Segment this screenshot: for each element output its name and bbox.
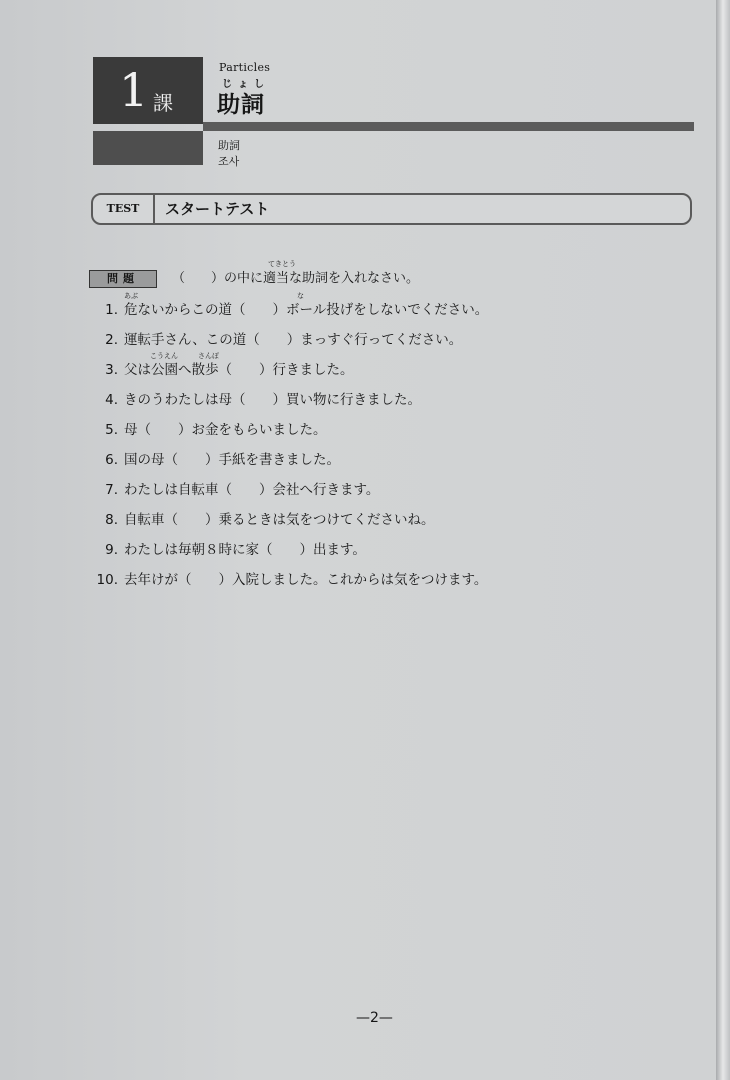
question-number: 5. bbox=[105, 422, 118, 438]
lesson-unit: 課 bbox=[153, 91, 173, 115]
question-text: 母（ ）お金をもらいました。 bbox=[124, 422, 327, 438]
page-number: —2— bbox=[356, 1010, 393, 1026]
question-number: 2. bbox=[105, 332, 118, 348]
question-text: 国の母（ ）手紙を書きました。 bbox=[124, 452, 340, 468]
question-number: 8. bbox=[105, 512, 118, 528]
question-item bbox=[90, 451, 340, 469]
question-number: 6. bbox=[105, 452, 118, 468]
question-item bbox=[90, 541, 366, 559]
question-item bbox=[90, 421, 327, 439]
question-text: 運転手さん、この道（ ）まっすぐ行ってください。 bbox=[124, 332, 463, 348]
question-item bbox=[90, 301, 488, 319]
question-item bbox=[90, 361, 354, 379]
question-item bbox=[90, 481, 379, 499]
title-english: Particles bbox=[219, 61, 271, 74]
question-item bbox=[90, 391, 421, 409]
test-title: スタートテスト bbox=[165, 200, 270, 218]
furigana: あぶ bbox=[124, 292, 138, 300]
test-tag: TEST bbox=[93, 195, 155, 223]
lesson-number: 1 bbox=[119, 63, 149, 117]
page-edge bbox=[716, 0, 730, 1080]
instruction-ruby: てきとう bbox=[268, 260, 296, 268]
question-number: 4. bbox=[105, 392, 118, 408]
question-text: 自転車（ ）乗るときは気をつけてくださいね。 bbox=[124, 512, 435, 528]
question-number: 10. bbox=[96, 572, 118, 588]
furigana: な bbox=[297, 292, 304, 300]
lesson-sub-block bbox=[93, 131, 203, 165]
subtitle-line-2: 조사 bbox=[218, 155, 240, 168]
page-title: 助詞 bbox=[217, 92, 265, 118]
problem-tag: 問題 bbox=[89, 270, 157, 288]
furigana: こうえん bbox=[150, 352, 178, 360]
lesson-badge bbox=[93, 57, 203, 124]
question-number: 3. bbox=[105, 362, 118, 378]
question-number: 1. bbox=[105, 302, 118, 318]
question-text: 去年けが（ ）入院しました。これからは気をつけます。 bbox=[124, 572, 488, 588]
test-section-bar bbox=[91, 193, 692, 225]
question-number: 7. bbox=[105, 482, 118, 498]
question-text: 危ないからこの道（ ）ボール投げをしないでください。 bbox=[124, 302, 489, 318]
header-rule bbox=[203, 122, 694, 131]
question-item bbox=[90, 331, 462, 349]
question-number: 9. bbox=[105, 542, 118, 558]
furigana: さんぽ bbox=[198, 352, 219, 360]
question-item bbox=[90, 511, 435, 529]
question-item bbox=[90, 571, 487, 589]
title-reading: じょし bbox=[222, 79, 270, 90]
question-text: きのうわたしは母（ ）買い物に行きました。 bbox=[124, 392, 421, 408]
question-text: わたしは自転車（ ）会社へ行きます。 bbox=[124, 482, 380, 498]
problem-instruction: （ ）の中に適当な助詞を入れなさい。 bbox=[172, 271, 420, 286]
subtitle-line-1: 助詞 bbox=[218, 139, 240, 152]
question-text: 父は公園へ散歩（ ）行きました。 bbox=[124, 362, 354, 378]
question-text: わたしは毎朝８時に家（ ）出ます。 bbox=[124, 542, 366, 558]
